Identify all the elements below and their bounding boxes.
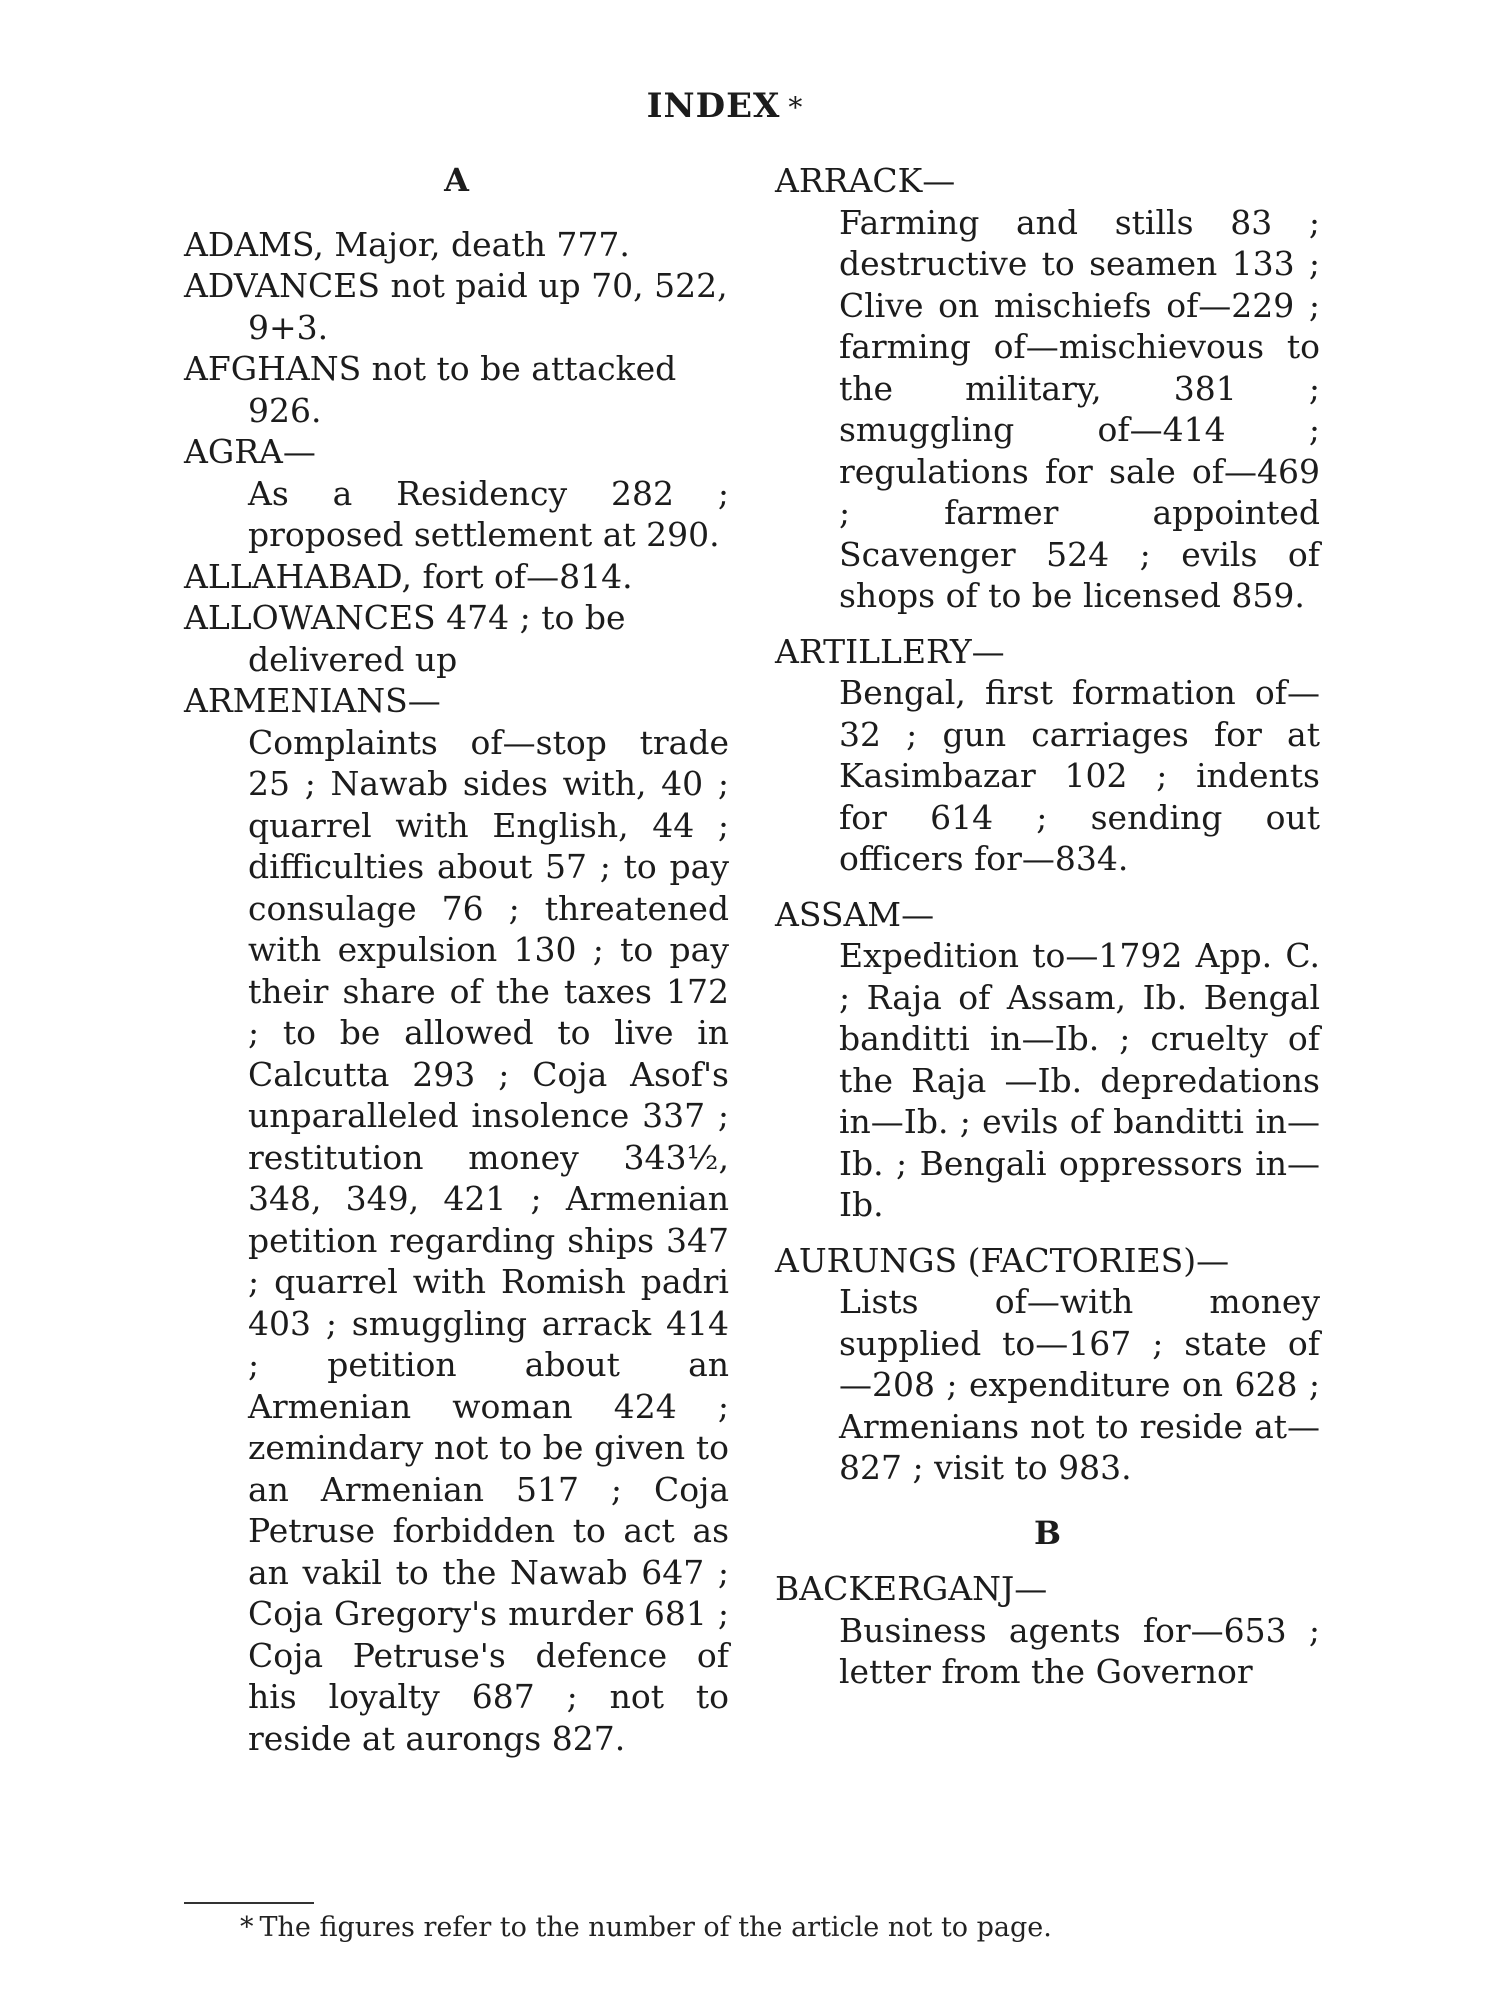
index-heading-assam: ASSAM— — [775, 894, 935, 934]
index-entry-allahabad: ALLAHABAD, fort of—814. — [184, 556, 633, 596]
left-column — [184, 160, 729, 1759]
section-letter-b: B — [1033, 1513, 1062, 1552]
index-entry-afghans: AFGHANS not to be attacked 926. — [184, 349, 677, 430]
footnote-rule — [184, 1902, 314, 1904]
index-body-artillery: Bengal, first formation of—32 ; gun carriages for at Kasimbazar 102 ; indents for 614 ; sending out officers for—834. — [839, 673, 1320, 878]
index-body-backerganj: Business agents for—653 ; letter from the Governor — [839, 1610, 1320, 1691]
footnote-marker: * — [240, 1912, 254, 1943]
section-letter-a: A — [444, 161, 469, 199]
index-body-aurungs: Lists of—with money supplied to—167 ; state of —208 ; expenditure on 628 ; Armenians not to reside at—827 ; visit to 983. — [839, 1282, 1320, 1487]
index-entry-advances: ADVANCES not paid up 70, 522, 9+3. — [184, 266, 728, 347]
index-heading-backerganj: BACKERGANJ— — [775, 1569, 1048, 1608]
index-entry-adams: ADAMS, Major, death 777. — [184, 224, 630, 264]
index-heading-artillery: ARTILLERY— — [775, 631, 1005, 671]
index-heading-aurungs: AURUNGS (FACTORIES)— — [775, 1240, 1230, 1280]
index-body-armenians: Complaints of—stop trade 25 ; Nawab sides with, 40 ; quarrel with English, 44 ; difficulties about 57 ; to pay consulage 76 ; threatened with expulsion 130 ; to pay their share of the taxes 172 ; to be allowed to live in Calcutta 293 ; Coja Asof's unparalleled insolence 337 ; restitution money 343½, 348, 349, 421 ; Armenian petition regarding ships 347 ; quarrel with Romish padri 403 ; smuggling arrack 414 ; petition about an Armenian woman 424 ; zemindary not to be given to an Armenian 517 ; Coja Petruse forbidden to act as an vakil to the Nawab 647 ; Coja Gregory's murder 681 ; Coja Petruse's defence of his loyalty 687 ; not to reside at aurongs 827. — [248, 722, 729, 1758]
index-entry-allowances: ALLOWANCES 474 ; to be delivered up — [184, 598, 626, 679]
title-text: INDEX — [646, 86, 781, 126]
index-heading-armenians: ARMENIANS— — [184, 681, 441, 720]
page-title — [0, 86, 1450, 126]
footnote — [240, 1912, 1052, 1943]
index-body-assam: Expedition to—1792 App. C. ; Raja of Assam, Ib. Bengal banditti in—Ib. ; cruelty of the Raja —Ib. depredations in—Ib. ; evils of banditti in—Ib. ; Bengali oppressors in—Ib. — [839, 936, 1320, 1224]
right-column — [775, 160, 1320, 1693]
footnote-text: The figures refer to the number of the article not to page. — [259, 1912, 1052, 1943]
index-heading-arrack: ARRACK— — [775, 161, 956, 200]
index-body-agra: As a Residency 282 ; proposed settlement at 290. — [248, 473, 729, 554]
index-body-arrack: Farming and stills 83 ; destructive to seamen 133 ; Clive on mischiefs of—229 ; farming of—mischievous to the military, 381 ; smuggling of—414 ; regulations for sale of—469 ; farmer appointed Scavenger 524 ; evils of shops of to be licensed 859. — [839, 202, 1320, 615]
index-heading-agra: AGRA— — [184, 432, 316, 471]
title-footnote-marker: * — [788, 91, 804, 124]
